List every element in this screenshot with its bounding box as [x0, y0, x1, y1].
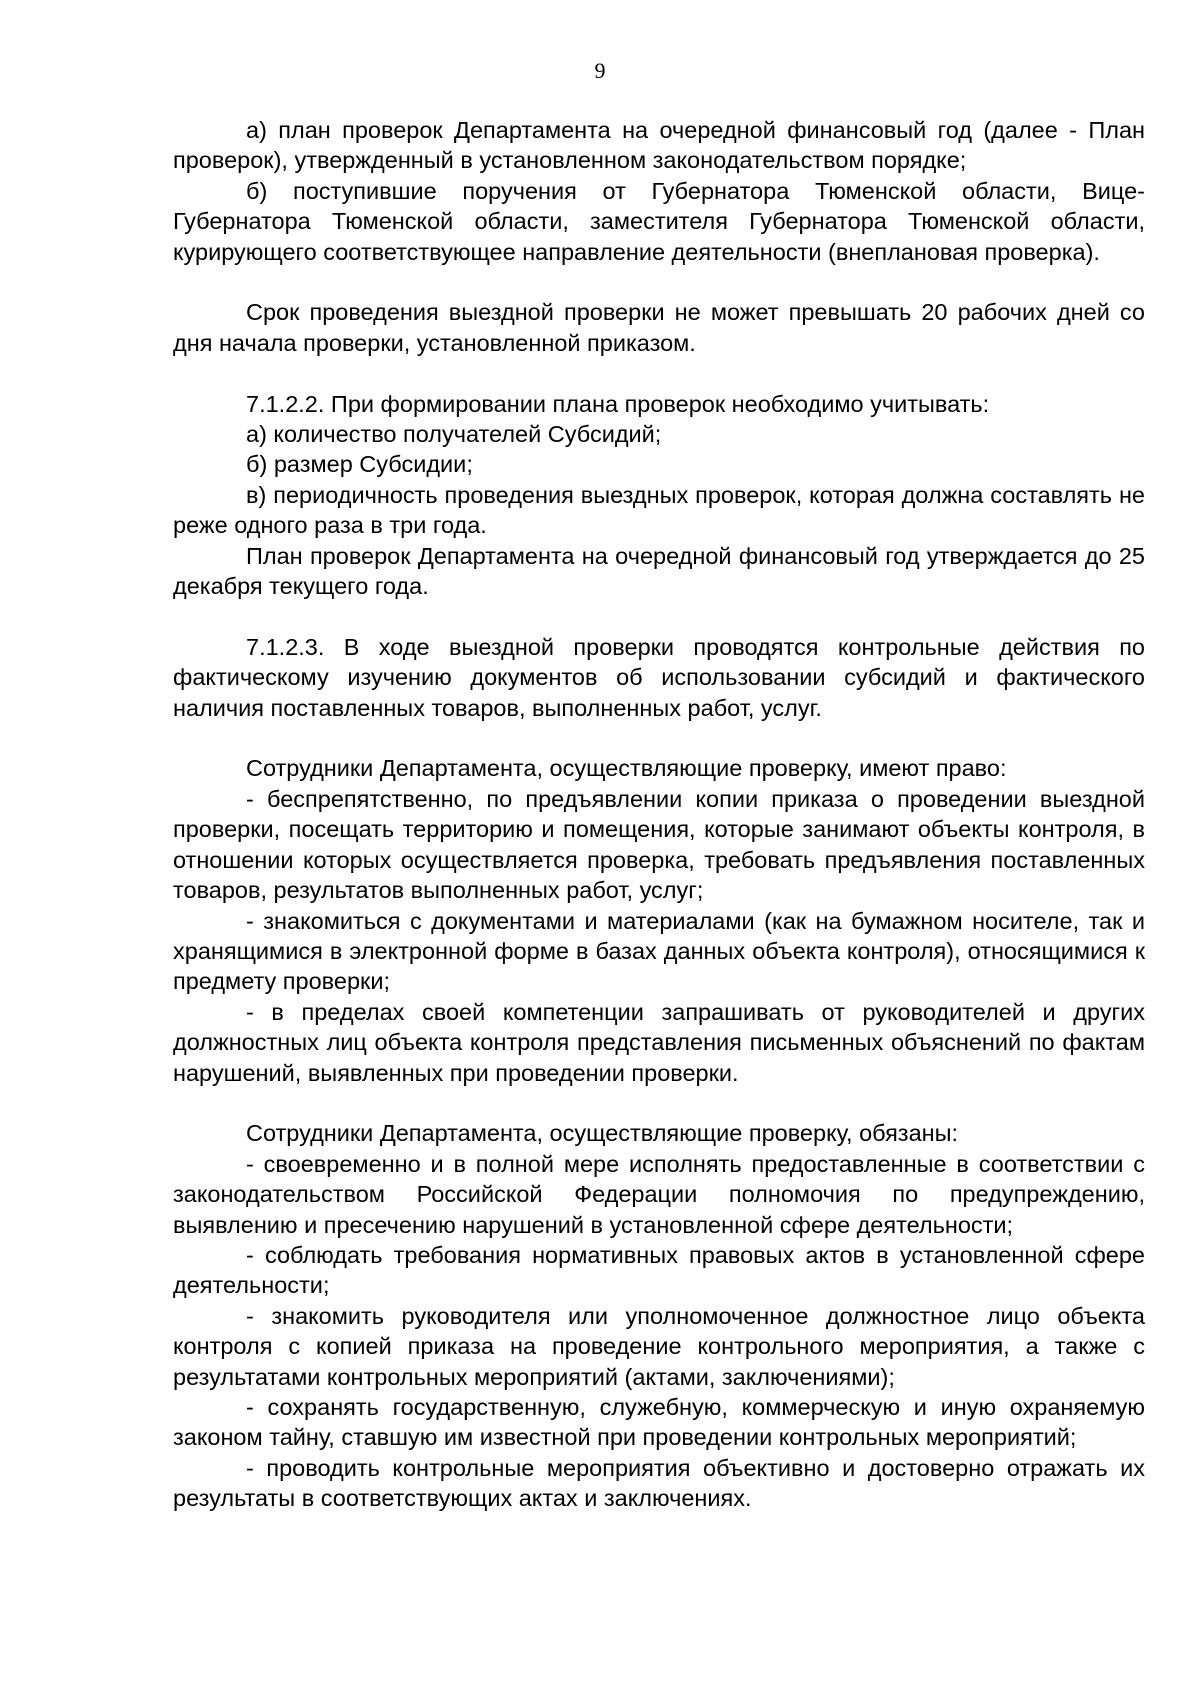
paragraph: - в пределах своей компетенции запрашивать от руководителей и других должностных лиц объекта контроля представления письменных объяснений по фактам нарушений, выявленных при проведении проверки. — [173, 998, 1145, 1086]
paragraph: - знакомить руководителя или уполномоченное должностное лицо объекта контроля с копией приказа на проведение контрольного мероприятия, а также с результатами контрольных мероприятий (актами, заключениями); — [173, 1302, 1145, 1390]
paragraph: 7.1.2.3. В ходе выездной проверки проводятся контрольные действия по фактическому изучению документов об использовании субсидий и фактического наличия поставленных товаров, выполненных работ, услуг. — [173, 633, 1145, 721]
document-body — [173, 115, 1145, 1514]
paragraph: в) периодичность проведения выездных проверок, которая должна составлять не реже одного раза в три года. — [173, 481, 1145, 539]
paragraph: - сохранять государственную, служебную, коммерческую и иную охраняемую законом тайну, ставшую им известной при проведении контрольных мероприятий; — [173, 1393, 1145, 1451]
paragraph: Срок проведения выездной проверки не может превышать 20 рабочих дней со дня начала проверки, установленной приказом. — [173, 299, 1145, 356]
paragraph: Сотрудники Департамента, осуществляющие проверку, обязаны: — [246, 1120, 959, 1147]
paragraph: - беспрепятственно, по предъявлении копии приказа о проведении выездной проверки, посещать территорию и помещения, которые занимают объекты контроля, в отношении которых осуществляется проверка, требовать предъявления поставленных товаров, результатов выполненных работ, услуг; — [173, 785, 1145, 904]
paragraph: 7.1.2.2. При формировании плана проверок необходимо учитывать: — [246, 390, 990, 417]
paragraph: б) размер Субсидии; — [246, 451, 473, 478]
paragraph: - своевременно и в полной мере исполнять предоставленные в соответствии с законодательством Российской Федерации полномочия по предупреждению, выявлению и пресечению нарушений в установленной сфере деятельности; — [173, 1150, 1145, 1238]
paragraph: - знакомиться с документами и материалами (как на бумажном носителе, так и хранящимися в электронной форме в базах данных объекта контроля), относящимися к предмету проверки; — [173, 907, 1145, 995]
paragraph: - соблюдать требования нормативных правовых актов в установленной сфере деятельности; — [173, 1241, 1145, 1299]
paragraph: Сотрудники Департамента, осуществляющие проверку, имеют право: — [246, 755, 1007, 782]
paragraph: б) поступившие поручения от Губернатора Тюменской области, Вице-Губернатора Тюменской области, заместителя Губернатора Тюменской области, курирующего соответствующее направление деятельности (внеплановая проверка). — [173, 177, 1145, 265]
paragraph: План проверок Департамента на очередной финансовый год утверждается до 25 декабря текущего года. — [173, 542, 1145, 600]
page-number: 9 — [594, 58, 606, 83]
paragraph: - проводить контрольные мероприятия объективно и достоверно отражать их результаты в соответствующих актах и заключениях. — [173, 1454, 1145, 1512]
paragraph: а) план проверок Департамента на очередной финансовый год (далее - План проверок), утвержденный в установленном законодательством порядке; — [173, 117, 1145, 174]
paragraph: а) количество получателей Субсидий; — [246, 421, 662, 448]
